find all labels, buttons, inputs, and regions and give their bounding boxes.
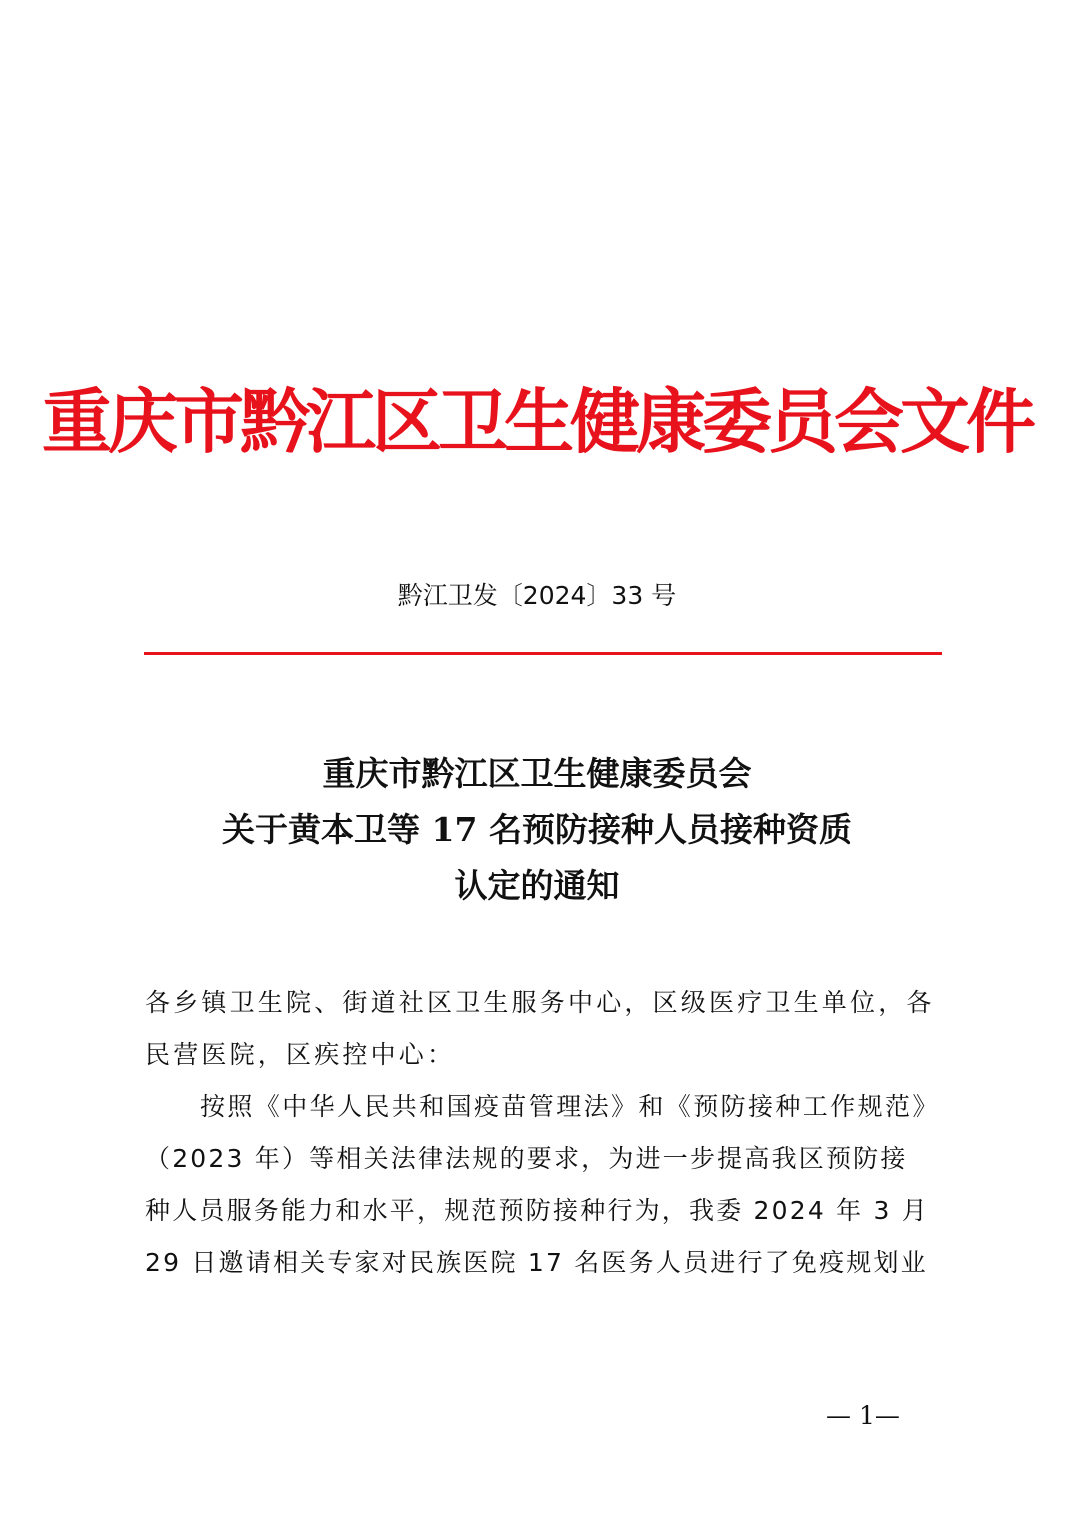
body-paragraph-line-2: （2023 年）等相关法律法规的要求，为进一步提高我区预防接	[145, 1144, 908, 1173]
addressee-line-2: 民营医院，区疾控中心：	[145, 1040, 456, 1069]
title-line-1: 重庆市黔江区卫生健康委员会	[322, 754, 752, 793]
body-paragraph-line-3: 种人员服务能力和水平，规范预防接种行为，我委 2024 年 3 月	[145, 1196, 929, 1225]
red-separator-rule	[144, 652, 942, 655]
title-line-3: 认定的通知	[454, 866, 620, 905]
addressee-line-1: 各乡镇卫生院、街道社区卫生服务中心，区级医疗卫生单位，各	[145, 988, 935, 1017]
document-number: 黔江卫发〔2024〕33 号	[397, 581, 677, 610]
body-paragraph-line-4: 29 日邀请相关专家对民族医院 17 名医务人员进行了免疫规划业	[145, 1248, 928, 1277]
title-line-2: 关于黄本卫等 17 名预防接种人员接种资质	[222, 810, 852, 849]
notice-title	[120, 746, 954, 914]
page-number: — 1—	[826, 1401, 900, 1430]
body-paragraph-line-1: 按照《中华人民共和国疫苗管理法》和《预防接种工作规范》	[200, 1092, 940, 1121]
masthead-title: 重庆市黔江区卫生健康委员会文件	[42, 380, 1032, 463]
